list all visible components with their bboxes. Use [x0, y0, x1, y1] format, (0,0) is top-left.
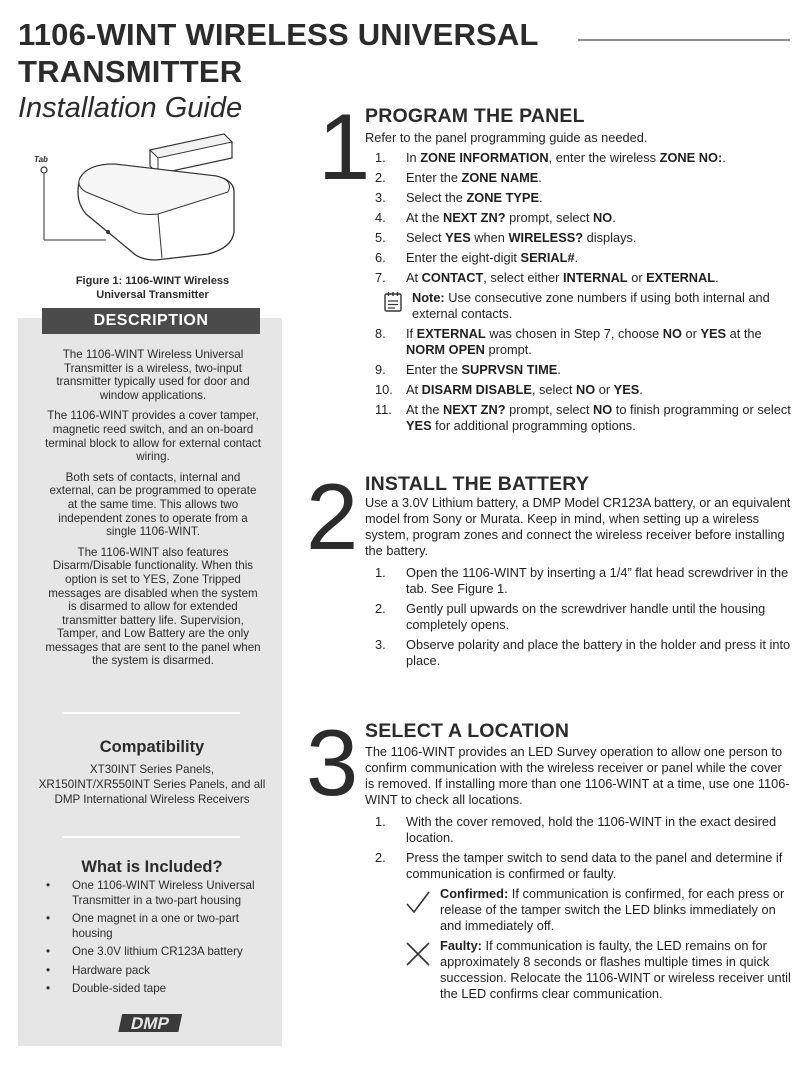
compatibility-heading: Compatibility — [99, 738, 205, 756]
note-item: Note: Use consecutive zone numbers if using both internal and external contacts. — [375, 290, 793, 322]
included-item: • One 1106-WINT Wireless Universal Transmitter in a two-part housing — [46, 879, 278, 908]
step-1-intro: Refer to the panel programming guide as needed. — [365, 130, 648, 145]
step-2-list — [375, 565, 793, 673]
note-icon — [382, 291, 404, 313]
step-1-number: 1 — [318, 94, 371, 199]
included-heading: What is Included? — [81, 858, 223, 876]
included-item: • One magnet in a one or two-part housing — [46, 912, 278, 941]
list-item: 2. Gently pull upwards on the screwdriver handle until the housing completely opens. — [375, 601, 766, 632]
description-paragraph: Both sets of contacts, internal and external, can be programmed to operate at the same time. This allows two independent zones to operate from a single 1106-WINT. — [49, 470, 257, 539]
dmp-logo-text: DMP — [129, 1013, 172, 1033]
compatibility-text: XT30INT Series Panels, XR150INT/XR550INT Series Panels, and all DMP International Wireless Receivers — [38, 763, 266, 806]
step-2-number: 2 — [306, 464, 359, 569]
transmitter-illustration — [28, 130, 268, 268]
included-list — [46, 879, 278, 1001]
included-item: • Hardware pack — [46, 964, 278, 979]
step-3-intro: The 1106-WINT provides an LED Survey operation to allow one person to confirm communication with the wireless receiver or panel while the cover is removed. If installing more than one 1106-WINT at a time, use one 1106-WINT to check all locations. — [365, 744, 790, 807]
sidebar-divider — [62, 712, 240, 714]
transmitter-figure — [28, 130, 268, 268]
list-item: 7. At CONTACT, select either INTERNAL or EXTERNAL. — [375, 270, 719, 285]
figure-caption — [40, 274, 265, 302]
step-2-intro: Use a 3.0V Lithium battery, a DMP Model CR123A battery, or an equivalent model from Sony or Murata. Keep in mind, when setting up a wireless system, program zones and connect the wireless receiver before installing the battery. — [365, 495, 791, 558]
tab-label: Tab — [34, 155, 48, 164]
x-mark-icon — [405, 941, 431, 967]
step-2-title: INSTALL THE BATTERY — [365, 473, 590, 495]
description-paragraph: The 1106-WINT also features Disarm/Disable functionality. When this option is set to YES, Zone Tripped messages are disabled when the system is disarmed to allow for extended transmitter battery life. Supervision, Tamper, and Low Battery are the only messages that are sent to the panel when the system is disarmed. — [45, 545, 261, 668]
document-subtitle: Installation Guide — [18, 92, 243, 124]
list-item: 8. If EXTERNAL was chosen in Step 7, choose NO or YES at the NORM OPEN prompt. — [375, 326, 762, 357]
description-paragraph: The 1106-WINT Wireless Universal Transmitter is a wireless, two-input transmitter typically used for door and window applications. — [56, 348, 250, 402]
list-item: 10. At DISARM DISABLE, select NO or YES. — [375, 382, 643, 397]
dmp-logo — [115, 1010, 185, 1036]
title-line-2: TRANSMITTER — [18, 54, 243, 89]
confirmed-item: Confirmed: If communication is confirmed, for each press or release of the tamper switch the LED blinks immediately on and immediately off. — [375, 886, 793, 934]
description-heading: DESCRIPTION — [42, 308, 260, 334]
list-item: 2. Enter the ZONE NAME. — [375, 170, 542, 185]
list-item: 3. Select the ZONE TYPE. — [375, 190, 543, 205]
figure-caption-line-2: Universal Transmitter — [96, 289, 209, 301]
step-3-number: 3 — [306, 710, 359, 815]
list-item: 1. Open the 1106-WINT by inserting a 1/4” flat head screwdriver in the tab. See Figure 1. — [375, 565, 789, 596]
title-rule — [578, 39, 790, 41]
checkmark-icon — [405, 889, 431, 915]
list-item: 4. At the NEXT ZN? prompt, select NO. — [375, 210, 616, 225]
list-item: 9. Enter the SUPRVSN TIME. — [375, 362, 561, 377]
description-paragraph: The 1106-WINT provides a cover tamper, magnetic reed switch, and an on-board terminal block to allow for external contact wiring. — [45, 409, 261, 464]
list-item: 5. Select YES when WIRELESS? displays. — [375, 230, 637, 245]
document-title — [18, 16, 578, 90]
title-line-1: 1106-WINT WIRELESS UNIVERSAL — [18, 17, 539, 52]
step-3-list — [375, 814, 793, 1006]
dmp-logo-mark — [115, 1010, 185, 1036]
step-1-list — [375, 150, 793, 438]
list-item: 6. Enter the eight-digit SERIAL#. — [375, 250, 579, 265]
list-item: 11. At the NEXT ZN? prompt, select NO to finish programming or select YES for additional programming options. — [375, 402, 791, 433]
sidebar-divider — [62, 836, 240, 838]
step-1-title: PROGRAM THE PANEL — [365, 105, 585, 127]
step-3-title: SELECT A LOCATION — [365, 720, 570, 742]
list-item: 3. Observe polarity and place the battery in the holder and press it into place. — [375, 637, 791, 668]
description-body — [44, 348, 262, 675]
faulty-item: Faulty: If communication is faulty, the LED remains on for approximately 8 seconds or flashes multiple times in quick succession. Relocate the 1106-WINT or wireless receiver until the LED confirms clear communication. — [375, 938, 793, 1002]
list-item: 1. With the cover removed, hold the 1106-WINT in the exact desired location. — [375, 814, 777, 845]
included-item: • Double-sided tape — [46, 982, 278, 997]
figure-caption-line-1: Figure 1: 1106-WINT Wireless — [75, 275, 230, 287]
list-item: 1. In ZONE INFORMATION, enter the wireless ZONE NO:. — [375, 150, 726, 165]
included-item: • One 3.0V lithium CR123A battery — [46, 945, 278, 960]
list-item: 2. Press the tamper switch to send data to the panel and determine if communication is confirmed or faulty. — [375, 850, 783, 881]
